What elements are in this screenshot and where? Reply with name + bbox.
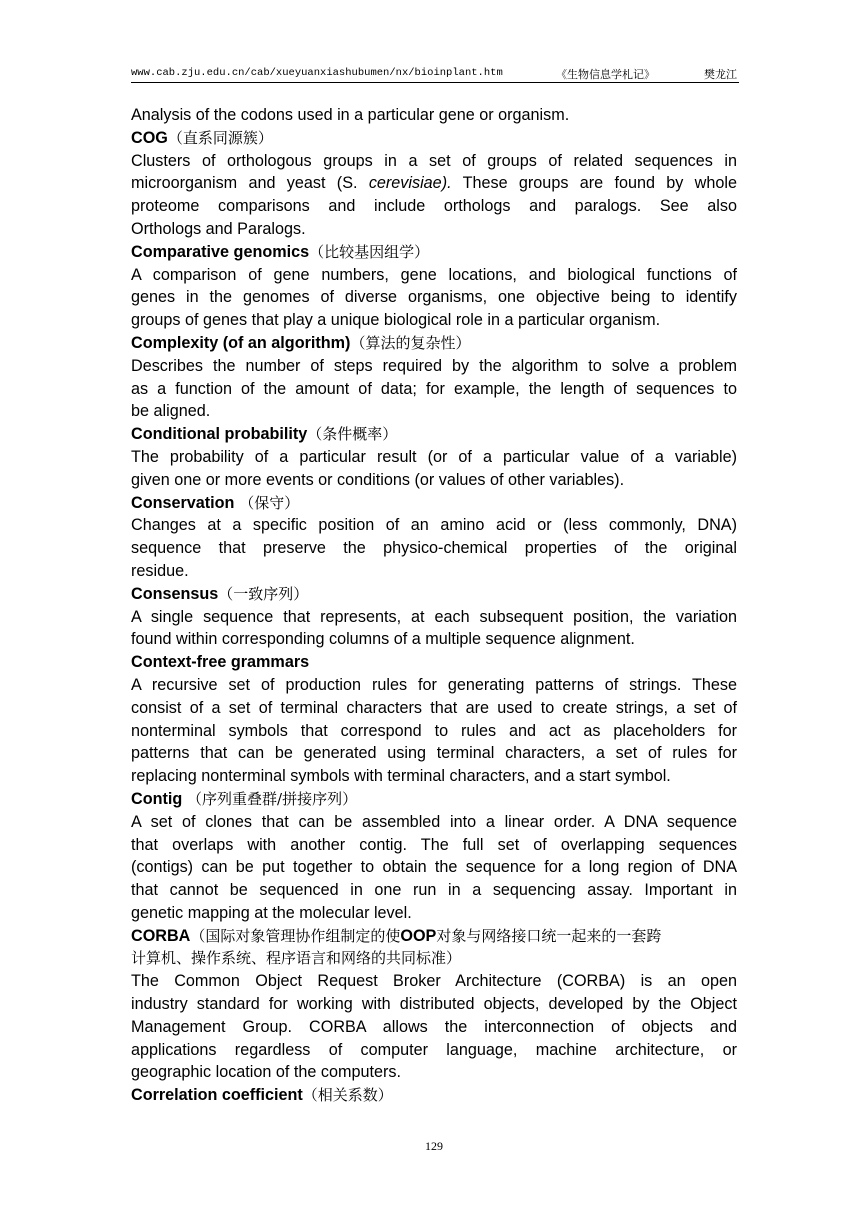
definition-text: that overlaps with another contig. The full set of overlapping sequences <box>131 835 737 854</box>
definition-line <box>131 674 737 697</box>
definition-text: geographic location of the computers. <box>131 1063 401 1082</box>
definition-line <box>131 879 737 902</box>
glossary-term-line <box>131 651 737 674</box>
definition-line <box>131 742 737 765</box>
definition-text: groups of genes that play a unique biological role in a particular organism. <box>131 311 661 330</box>
definition-text: residue. <box>131 561 189 580</box>
glossary-term-line <box>131 127 737 150</box>
definition-line <box>131 1061 737 1084</box>
term-chinese: （比较基因组学） <box>309 242 430 261</box>
definition-text: Describes the number of steps required by the algorithm to solve a problem <box>131 356 737 375</box>
definition-text: A comparison of gene numbers, gene locations, and biological functions of <box>131 265 737 284</box>
definition-line <box>131 446 737 469</box>
definition-line <box>131 400 737 423</box>
glossary-term-line <box>131 1084 737 1107</box>
glossary-body <box>131 104 737 1107</box>
term-chinese: （相关系数） <box>302 1086 393 1105</box>
definition-text: consist of a set of terminal characters that are used to create strings, a set of <box>131 698 737 717</box>
glossary-term-line <box>131 788 737 811</box>
definition-text: industry standard for working with distributed objects, developed by the Object <box>131 995 737 1014</box>
definition-line <box>131 537 737 560</box>
definition-text: Management Group. CORBA allows the interconnection of objects and <box>131 1017 737 1036</box>
definition-text: that cannot be sequenced in one run in a sequencing assay. Important in <box>131 881 737 900</box>
glossary-term: Contig <box>131 789 183 808</box>
definition-line <box>131 970 737 993</box>
definition-line <box>131 309 737 332</box>
glossary-term-line <box>131 423 737 446</box>
glossary-term: Conditional probability <box>131 425 308 444</box>
definition-line <box>131 993 737 1016</box>
term-chinese: （条件概率） <box>307 425 398 444</box>
term-chinese: 计算机、操作系统、程序语言和网络的共同标准） <box>131 949 462 968</box>
glossary-term-line <box>131 241 737 264</box>
term-chinese: （序列重叠群/拼接序列） <box>182 789 358 808</box>
definition-line <box>131 355 737 378</box>
definition-text: as a function of the amount of data; for example, the length of sequences to <box>131 379 737 398</box>
definition-text: Changes at a specific position of an amino acid or (less commonly, DNA) <box>131 516 737 535</box>
glossary-term-line <box>131 925 737 948</box>
definition-line <box>131 1039 737 1062</box>
header-book-title: 《生物信息学札记》 <box>556 68 655 81</box>
glossary-term: CORBA <box>131 926 191 945</box>
definition-text: (contigs) can be put together to obtain the sequence for a long region of DNA <box>131 858 737 877</box>
glossary-term: Comparative genomics <box>131 242 310 261</box>
glossary-term-line <box>131 332 737 355</box>
definition-line <box>131 1016 737 1039</box>
definition-text: replacing nonterminal symbols with terminal characters, and a start symbol. <box>131 767 671 786</box>
definition-line <box>131 286 737 309</box>
definition-text: The probability of a particular result (or of a particular value of a variable) <box>131 447 737 466</box>
glossary-term: Consensus <box>131 584 219 603</box>
definition-text: proteome comparisons and include orthologs and paralogs. See also <box>131 197 737 216</box>
definition-text: Orthologs and Paralogs. <box>131 219 306 238</box>
definition-text: The Common Object Request Broker Architecture (CORBA) is an open <box>131 972 737 991</box>
term-chinese-continued: 对象与网络接口统一起来的一套跨 <box>436 926 662 945</box>
glossary-term: Correlation coefficient <box>131 1086 303 1105</box>
term-chinese-line <box>131 947 737 970</box>
definition-text: A recursive set of production rules for generating patterns of strings. These <box>131 675 737 694</box>
definition-line <box>131 606 737 629</box>
glossary-term: Context-free grammars <box>131 653 310 672</box>
term-chinese: （国际对象管理协作组制定的使 <box>190 926 401 945</box>
term-chinese: （保守） <box>234 493 300 512</box>
term-chinese: （直系同源簇） <box>167 128 273 147</box>
page-header <box>131 64 739 83</box>
definition-line <box>131 765 737 788</box>
definition-text: A single sequence that represents, at each subsequent position, the variation <box>131 607 737 626</box>
definition-text-rest: These groups are found by whole <box>451 174 737 193</box>
term-chinese: （算法的复杂性） <box>350 333 471 352</box>
definition-text: A set of clones that can be assembled into a linear order. A DNA sequence <box>131 812 737 831</box>
definition-text: sequence that preserve the physico-chemical properties of the original <box>131 539 737 558</box>
definition-line <box>131 378 737 401</box>
definition-line <box>131 720 737 743</box>
definition-text: Analysis of the codons used in a particular gene or organism. <box>131 106 570 124</box>
definition-text: genes in the genomes of diverse organisms, one objective being to identify <box>131 288 737 307</box>
definition-text: found within corresponding columns of a multiple sequence alignment. <box>131 630 635 649</box>
definition-line <box>131 264 737 287</box>
header-author: 樊龙江 <box>704 68 737 81</box>
definition-line <box>131 856 737 879</box>
definition-line <box>131 150 737 173</box>
term-chinese: （一致序列） <box>218 584 309 603</box>
definition-text: be aligned. <box>131 402 211 421</box>
glossary-term: Complexity (of an algorithm) <box>131 333 351 352</box>
definition-line <box>131 469 737 492</box>
glossary-term-line <box>131 583 737 606</box>
definition-line <box>131 628 737 651</box>
definition-line <box>131 560 737 583</box>
definition-line <box>131 172 737 195</box>
definition-text: nonterminal symbols that correspond to rules and act as placeholders for <box>131 721 737 740</box>
glossary-term: Conservation <box>131 493 235 512</box>
definition-line <box>131 697 737 720</box>
glossary-term: COG <box>131 128 168 147</box>
definition-line <box>131 834 737 857</box>
definition-italic: cerevisiae). <box>368 174 452 193</box>
definition-line <box>131 195 737 218</box>
definition-text: given one or more events or conditions (or values of other variables). <box>131 470 625 489</box>
glossary-term-inline: OOP <box>400 926 437 945</box>
definition-text: applications regardless of computer language, machine architecture, or <box>131 1040 737 1059</box>
definition-line <box>131 902 737 925</box>
page-number: 129 <box>425 1139 443 1153</box>
definition-text: Clusters of orthologous groups in a set of groups of related sequences in <box>131 151 737 170</box>
definition-line <box>131 104 737 127</box>
definition-text: genetic mapping at the molecular level. <box>131 903 412 922</box>
definition-line <box>131 218 737 241</box>
definition-line <box>131 811 737 834</box>
header-url: www.cab.zju.edu.cn/cab/xueyuanxiashubumen/nx/bioinplant.htm <box>131 67 503 79</box>
definition-text: microorganism and yeast (S. <box>131 174 369 193</box>
definition-line <box>131 514 737 537</box>
definition-text: patterns that can be generated using terminal characters, a set of rules for <box>131 744 737 763</box>
glossary-term-line <box>131 492 737 515</box>
